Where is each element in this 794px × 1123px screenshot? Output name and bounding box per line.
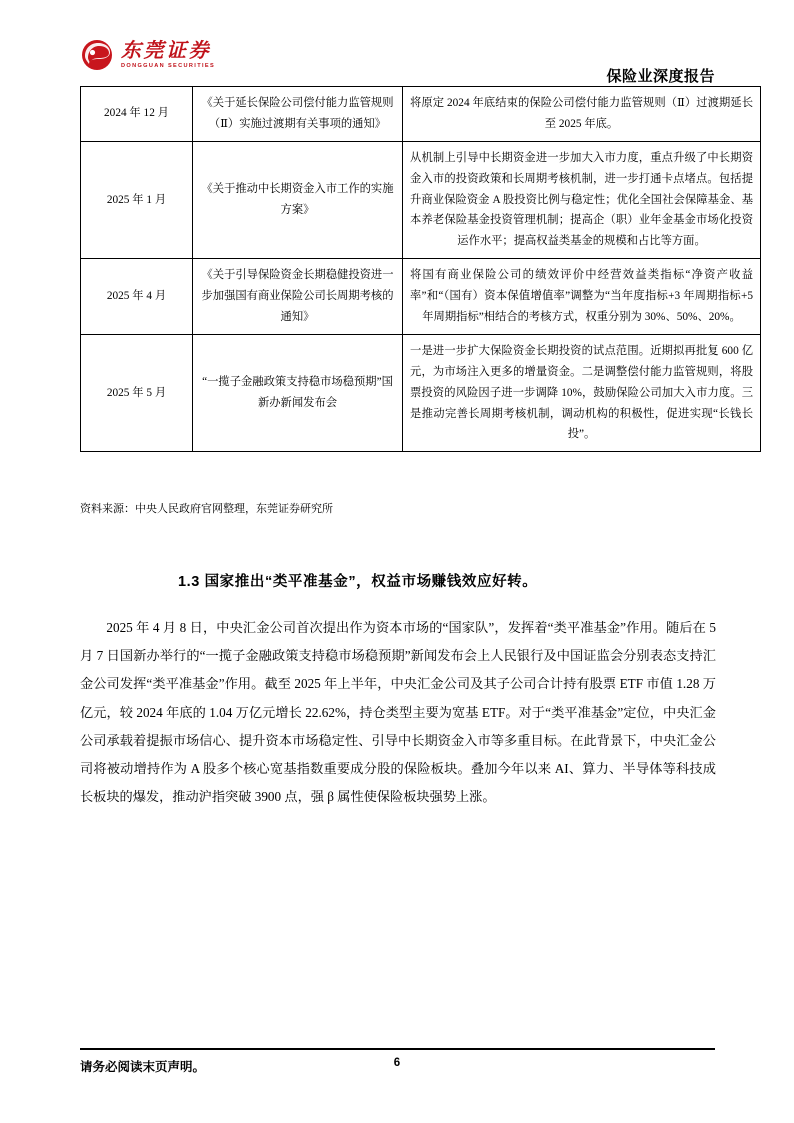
footer-disclaimer: 请务必阅读末页声明。 xyxy=(80,1060,206,1074)
cell-detail: 将国有商业保险公司的绩效评价中经营效益类指标“净资产收益率”和“（国有）资本保值增值率”调整为“当年度指标+3 年周期指标+5 年周期指标”相结合的考核方式，权重分别为 30%、50%、20%。 xyxy=(403,259,761,335)
company-logo xyxy=(80,38,215,72)
table-row xyxy=(81,87,761,142)
cell-date: 2025 年 4 月 xyxy=(81,259,193,335)
footer-divider xyxy=(80,1048,715,1050)
cell-detail: 一是进一步扩大保险资金长期投资的试点范围。近期拟再批复 600 亿元，为市场注入更多的增量资金。二是调整偿付能力监管规则，将股票投资的风险因子进一步调降 10%，鼓励保险公司加大入市力度。三是推动完善长周期考核机制，调动机构的积极性，促进实现“长钱长投”。 xyxy=(403,334,761,451)
section-heading-1-3: 1.3 国家推出“类平准基金”，权益市场赚钱效应好转。 xyxy=(178,574,538,590)
policy-timeline-table xyxy=(80,86,761,452)
report-type-title: 保险业深度报告 xyxy=(606,68,715,85)
logo-english-name: DONGGUAN SECURITIES xyxy=(121,62,216,69)
table-row xyxy=(81,259,761,335)
cell-date: 2024 年 12 月 xyxy=(81,87,193,142)
table-row xyxy=(81,334,761,451)
dongguan-securities-logo-icon xyxy=(80,38,114,72)
cell-policy: 《关于推动中长期资金入市工作的实施方案》 xyxy=(193,141,403,258)
table-row xyxy=(81,141,761,258)
cell-detail: 将原定 2024 年底结束的保险公司偿付能力监管规则（Ⅱ）过渡期延长至 2025 年底。 xyxy=(403,87,761,142)
table-source-note: 资料来源：中央人民政府官网整理，东莞证券研究所 xyxy=(80,503,333,515)
cell-policy: 《关于引导保险资金长期稳健投资进一步加强国有商业保险公司长周期考核的通知》 xyxy=(193,259,403,335)
footer-page-number: 6 xyxy=(393,1057,401,1069)
logo-chinese-name: 东莞证券 xyxy=(121,39,211,62)
cell-date: 2025 年 1 月 xyxy=(81,141,193,258)
page-header xyxy=(80,38,715,86)
cell-policy: “一揽子金融政策支持稳市场稳预期”国新办新闻发布会 xyxy=(193,334,403,451)
cell-detail: 从机制上引导中长期资金进一步加大入市力度，重点升级了中长期资金入市的投资政策和长周期考核机制，进一步打通卡点堵点。包括提升商业保险资金 A 股投资比例与稳定性；优化全国社会保障基金、基本养老保险基金投资管理机制；提高企（职）业年金基金市场化投资运作水平；提高权益类基金的规模和占比等方面。 xyxy=(403,141,761,258)
table-body xyxy=(81,87,761,452)
cell-date: 2025 年 5 月 xyxy=(81,334,193,451)
logo-wordmark xyxy=(121,41,215,70)
cell-policy: 《关于延长保险公司偿付能力监管规则（Ⅱ）实施过渡期有关事项的通知》 xyxy=(193,87,403,142)
section-body-paragraph: 2025 年 4 月 8 日，中央汇金公司首次提出作为资本市场的“国家队”，发挥着“类平准基金”作用。随后在 5 月 7 日国新办举行的“一揽子金融政策支持稳市场稳预期”新闻发布会上人民银行及中国证监会分别表态支持汇金公司发挥“类平准基金”作用。截至 2025 年上半年，中央汇金公司及其子公司合计持有股票 ETF 市值 1.28 万亿元，较 2024 年底的 1.04 万亿元增长 22.62%，持仓类型主要为宽基 ETF。对于“类平准基金”定位，中央汇金公司承载着提振市场信心、提升资本市场稳定性、引导中长期资金入市等多重目标。在此背景下，中央汇金公司将被动增持作为 A 股多个核心宽基指数重要成分股的保险板块。叠加今年以来 AI、算力、半导体等科技成长板块的爆发，推动沪指突破 3900 点，强 β 属性使保险板块强势上涨。 xyxy=(80,620,716,805)
